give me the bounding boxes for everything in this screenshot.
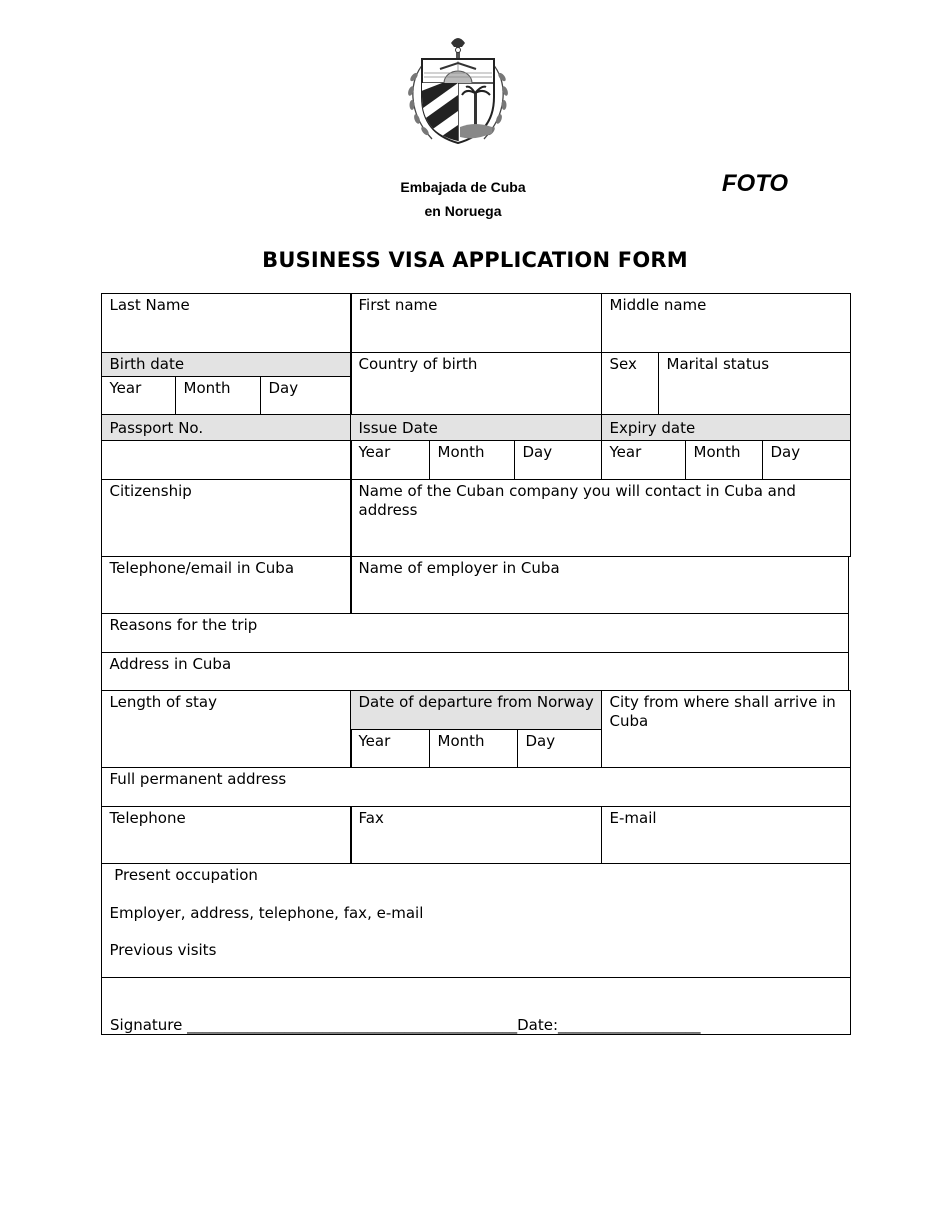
employer-cuba-label: Name of employer in Cuba [358,558,560,577]
cuban-company-field[interactable] [350,479,851,557]
departure-year-label: Year [358,731,391,750]
permanent-address-field[interactable] [101,767,851,807]
birth-year-label: Year [109,378,142,397]
cuban-company-label: Name of the Cuban company you will contact in Cuba and address [358,481,796,519]
first-name-label: First name [358,295,438,314]
expiry-year-label: Year [609,442,642,461]
passport-no-label: Passport No. [109,418,204,437]
departure-date-header [350,690,602,730]
country-of-birth-field[interactable] [350,352,602,415]
fax-field[interactable] [350,806,602,864]
issue-day-label: Day [522,442,553,461]
expiry-year-field[interactable] [601,440,686,480]
expiry-month-label: Month [693,442,741,461]
length-of-stay-label: Length of stay [109,692,217,711]
departure-day-label: Day [525,731,556,750]
email-label: E-mail [609,808,657,827]
issue-month-label: Month [437,442,485,461]
middle-name-label: Middle name [609,295,707,314]
reasons-label: Reasons for the trip [109,615,258,634]
expiry-day-label: Day [770,442,801,461]
issue-date-header [350,414,602,441]
passport-no-field[interactable] [101,440,352,480]
departure-month-label: Month [437,731,485,750]
embassy-name-line1: Embajada de Cuba [400,179,526,195]
sex-field[interactable] [601,352,659,415]
present-occupation-label: Present occupation [109,865,258,884]
form-title: BUSINESS VISA APPLICATION FORM [262,248,688,272]
last-name-field[interactable] [101,293,352,353]
fax-label: Fax [358,808,384,827]
birth-date-header [101,352,352,377]
signature-date-line: Signature ____________________________________________Date:___________________ [110,1016,701,1034]
expiry-date-header [601,414,851,441]
issue-year-label: Year [358,442,391,461]
citizenship-field[interactable] [101,479,352,557]
birth-year-field[interactable] [101,376,176,415]
expiry-month-field[interactable] [685,440,763,480]
passport-header [101,414,352,441]
telephone-email-cuba-label: Telephone/email in Cuba [109,558,295,577]
employer-cuba-field[interactable] [350,556,849,614]
departure-day-field[interactable] [517,729,602,768]
birth-day-label: Day [268,378,299,397]
arrival-city-field[interactable] [601,690,851,768]
embassy-name-line2: en Noruega [424,203,502,219]
occupation-section[interactable] [101,863,851,978]
last-name-label: Last Name [109,295,190,314]
reasons-field[interactable] [101,613,849,653]
coat-of-arms-icon [402,33,514,149]
marital-status-label: Marital status [666,354,770,373]
birth-day-field[interactable] [260,376,352,415]
employer-details-label: Employer, address, telephone, fax, e-mail [109,903,424,922]
issue-day-field[interactable] [514,440,602,480]
photo-label: FOTO [721,170,789,197]
birth-month-label: Month [183,378,231,397]
permanent-address-label: Full permanent address [109,769,287,788]
first-name-field[interactable] [350,293,602,353]
departure-date-label: Date of departure from Norway [358,692,594,711]
address-cuba-label: Address in Cuba [109,654,232,673]
country-of-birth-label: Country of birth [358,354,478,373]
departure-year-field[interactable] [350,729,430,768]
telephone-label: Telephone [109,808,186,827]
expiry-date-label: Expiry date [609,418,696,437]
birth-month-field[interactable] [175,376,261,415]
previous-visits-label: Previous visits [109,940,217,959]
marital-status-field[interactable] [658,352,851,415]
issue-year-field[interactable] [350,440,430,480]
issue-date-label: Issue Date [358,418,438,437]
expiry-day-field[interactable] [762,440,851,480]
middle-name-field[interactable] [601,293,851,353]
birth-date-label: Birth date [109,354,185,373]
email-field[interactable] [601,806,851,864]
arrival-city-label: City from where shall arrive in Cuba [609,692,836,730]
length-of-stay-field[interactable] [101,690,352,768]
telephone-email-cuba-field[interactable] [101,556,352,614]
citizenship-label: Citizenship [109,481,192,500]
address-cuba-field[interactable] [101,652,849,691]
issue-month-field[interactable] [429,440,515,480]
departure-month-field[interactable] [429,729,518,768]
telephone-field[interactable] [101,806,352,864]
sex-label: Sex [609,354,637,373]
